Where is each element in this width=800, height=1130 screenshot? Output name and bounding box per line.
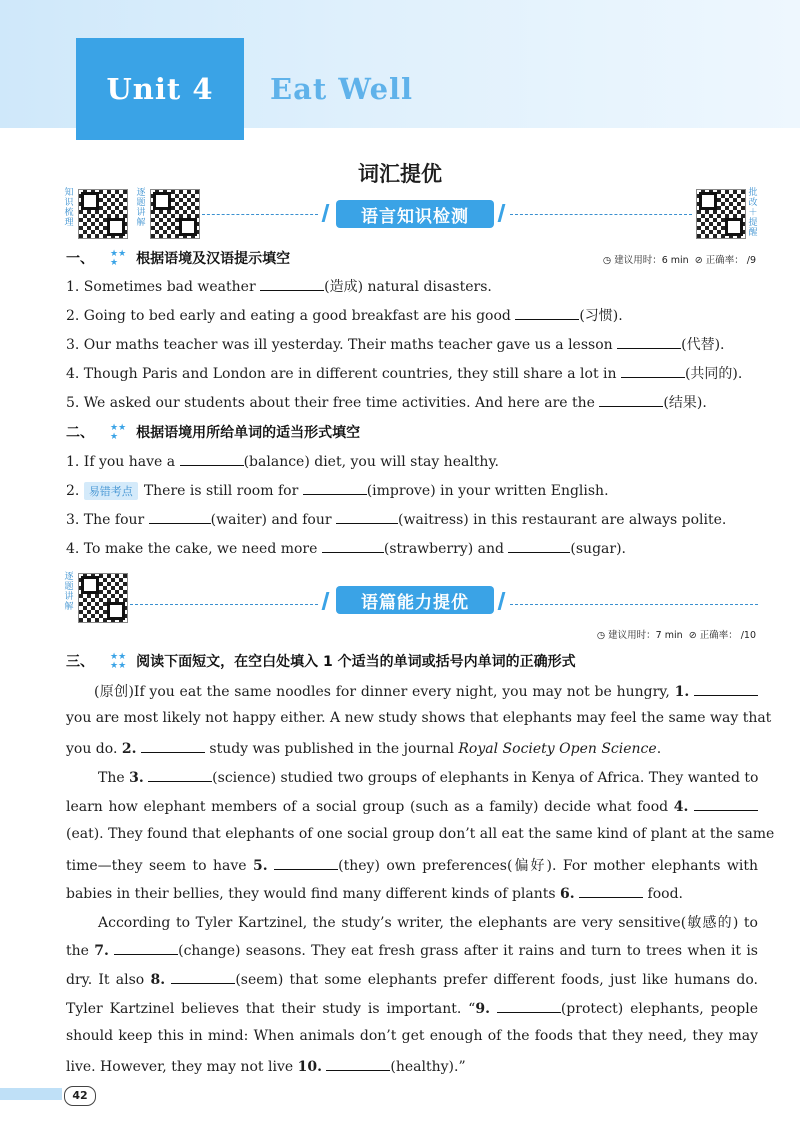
answer-blank[interactable] xyxy=(326,1057,390,1071)
qr-label-explain: 逐题讲解 xyxy=(136,188,146,228)
text-span: Royal Society Open Science xyxy=(458,741,657,757)
part1-item-2 xyxy=(66,305,623,325)
text-span: dry. It also xyxy=(66,972,151,988)
part3-accuracy: 正确率： /10 xyxy=(699,630,756,641)
part1-num: 一、 xyxy=(66,251,94,267)
banner-deco xyxy=(498,204,506,222)
passage-line-6 xyxy=(66,826,775,842)
text-span: you do. xyxy=(66,741,122,757)
text-span: 4. xyxy=(66,541,80,557)
answer-blank[interactable] xyxy=(694,797,758,811)
answer-blank[interactable] xyxy=(171,970,235,984)
text-span: 7. xyxy=(94,943,109,959)
error-prone-tag: 易错考点 xyxy=(84,482,138,500)
text-span: 1. xyxy=(66,279,80,295)
part3-title: 阅读下面短文，在空白处填入 1 个适当的单词或括号内单词的正确形式 xyxy=(136,654,576,670)
clock-icon: ◷ xyxy=(602,255,612,266)
divider-dash xyxy=(130,604,318,605)
passage-line-14 xyxy=(66,1057,758,1075)
text-span: (造成) natural disasters. xyxy=(324,279,492,295)
check-icon: ⊘ xyxy=(694,255,703,266)
text-span: Our maths teacher was ill yesterday. Their maths teacher gave us a lesson xyxy=(79,337,618,353)
text-span: 1. xyxy=(674,684,690,700)
qr-code-explain[interactable] xyxy=(150,189,200,239)
text-span: (waitress) in this restaurant are always polite. xyxy=(398,512,727,528)
part1-item-4 xyxy=(66,363,742,383)
text-span: 5. xyxy=(253,858,268,874)
section-title: 词汇提优 xyxy=(358,162,442,186)
passage-line-7 xyxy=(66,855,758,875)
qr-label-explain-2: 逐题讲解 xyxy=(64,572,74,612)
part1-item-1 xyxy=(66,276,492,296)
answer-blank[interactable] xyxy=(274,856,338,870)
text-span: (习惯). xyxy=(579,308,623,324)
part2-item-3 xyxy=(66,510,726,528)
part2-title: 根据语境用所给单词的适当形式填空 xyxy=(136,425,361,441)
unit-label: Unit 4 xyxy=(106,72,214,106)
passage-line-5 xyxy=(66,797,758,815)
answer-blank[interactable] xyxy=(303,481,367,495)
part2-item-1 xyxy=(66,452,499,470)
text-span: We asked our students about their free time activities. And here are the xyxy=(79,395,600,411)
part3-timer xyxy=(597,627,756,641)
answer-blank[interactable] xyxy=(617,335,681,349)
check-icon: ⊘ xyxy=(688,630,697,641)
passage-line-8 xyxy=(66,884,758,902)
text-span: If you have a xyxy=(79,454,180,470)
text-span: (strawberry) and xyxy=(383,541,509,557)
text-span: 2. xyxy=(66,308,80,324)
text-span: 2. xyxy=(66,483,80,499)
passage-line-4 xyxy=(66,768,758,786)
text-span: (science) studied two groups of elephants in Kenya of Africa. They wanted to xyxy=(212,770,759,786)
text-span: (原创)If you eat the same noodles for dinner every night, you may not be hungry, xyxy=(94,684,675,700)
part2-item-2 xyxy=(66,481,609,500)
answer-blank[interactable] xyxy=(141,739,205,753)
text-span: (共同的). xyxy=(684,366,743,382)
text-span: 9. xyxy=(475,1001,490,1017)
text-span: . xyxy=(656,741,662,757)
text-span: babies in their bellies, they would find many different kinds of plants xyxy=(66,886,561,902)
text-span: Though Paris and London are in different countries, they still share a lot in xyxy=(79,366,621,382)
unit-tab xyxy=(76,38,244,140)
part1-item-5 xyxy=(66,392,707,412)
text-span: (sugar). xyxy=(570,541,626,557)
answer-blank[interactable] xyxy=(599,393,663,407)
part1-time: 建议用时：6 min xyxy=(614,255,689,266)
text-span: 3. xyxy=(66,512,80,528)
text-span: (balance) diet, you will stay healthy. xyxy=(243,454,499,470)
part1-timer xyxy=(603,252,756,266)
text-span: 4. xyxy=(673,799,689,815)
banner-deco xyxy=(322,204,330,222)
page-number-bar xyxy=(0,1088,62,1100)
passage-line-10 xyxy=(66,941,758,959)
text-span: 4. xyxy=(66,366,80,382)
text-span: you are most likely not happy either. A new study shows that elephants may feel the same way that xyxy=(66,710,772,726)
part3-heading xyxy=(66,651,576,671)
clock-icon: ◷ xyxy=(596,630,606,641)
text-span: Tyler Kartzinel believes that their study is important. “ xyxy=(66,1001,476,1017)
answer-blank[interactable] xyxy=(322,539,384,553)
text-span: live. However, they may not live xyxy=(66,1059,298,1075)
qr-code-knowledge[interactable] xyxy=(78,189,128,239)
answer-blank[interactable] xyxy=(508,539,570,553)
passage-line-9 xyxy=(66,912,758,932)
answer-blank[interactable] xyxy=(148,768,212,782)
text-span: food. xyxy=(643,886,684,902)
text-span: To make the cake, we need more xyxy=(79,541,322,557)
page-number: 42 xyxy=(64,1086,96,1106)
divider-dash xyxy=(510,604,758,605)
banner-deco xyxy=(498,592,506,610)
qr-code-explain-2[interactable] xyxy=(78,573,128,623)
text-span: the xyxy=(66,943,95,959)
difficulty-stars-icon: ★★ ★★ xyxy=(110,652,127,671)
text-span: 5. xyxy=(66,395,80,411)
part3-time: 建议用时：7 min xyxy=(608,630,683,641)
text-span: 10. xyxy=(297,1059,322,1075)
part2-item-4 xyxy=(66,539,626,557)
part2-num: 二、 xyxy=(66,425,94,441)
text-span: (improve) in your written English. xyxy=(366,483,609,499)
qr-label-correct: 批改＋提醒 xyxy=(748,188,758,238)
text-span: Going to bed early and eating a good breakfast are his good xyxy=(79,308,516,324)
banner-discourse: 语篇能力提优 xyxy=(336,586,494,614)
answer-blank[interactable] xyxy=(180,452,244,466)
text-span: time—they seem to have xyxy=(66,858,254,874)
text-span: (protect) elephants, people xyxy=(560,1001,759,1017)
qr-code-correct[interactable] xyxy=(696,189,746,239)
banner-language-check: 语言知识检测 xyxy=(336,200,494,228)
answer-blank[interactable] xyxy=(515,306,579,320)
answer-blank[interactable] xyxy=(149,510,211,524)
part1-accuracy: 正确率： /9 xyxy=(705,255,756,266)
text-span: The xyxy=(98,770,130,786)
passage-line-3 xyxy=(66,739,758,757)
text-span: There is still room for xyxy=(143,483,303,499)
text-span: (eat). They found that elephants of one social group don’t all eat the same kind of plant at the same xyxy=(66,826,775,842)
text-span: 2. xyxy=(121,741,137,757)
divider-dash xyxy=(510,214,692,215)
qr-label-knowledge: 知识梳理 xyxy=(64,188,74,228)
answer-blank[interactable] xyxy=(579,884,643,898)
text-span: should keep this in mind: When animals don’t get enough of the foods that they need, they may xyxy=(66,1028,758,1044)
answer-blank[interactable] xyxy=(694,682,758,696)
text-span: study was published in the journal xyxy=(204,741,459,757)
text-span: According to Tyler Kartzinel, the study’s writer, the elephants are very sensitive(敏感的) to xyxy=(98,915,758,931)
banner-deco xyxy=(322,592,330,610)
text-span: (healthy).” xyxy=(390,1059,466,1075)
text-span: (seem) that some elephants prefer different foods, just like humans do. xyxy=(235,972,758,988)
text-span: 3. xyxy=(129,770,144,786)
text-span: 6. xyxy=(560,886,575,902)
passage-line-13 xyxy=(66,1028,758,1044)
unit-title: Eat Well xyxy=(270,72,414,106)
text-span: (代替). xyxy=(681,337,725,353)
passage-line-1 xyxy=(66,681,758,701)
text-span: learn how elephant members of a social group (such as a family) decide what food xyxy=(66,799,674,815)
text-span: 8. xyxy=(150,972,166,988)
part1-item-3 xyxy=(66,334,724,354)
text-span: (they) own preferences(偏好). For mother elephants with xyxy=(338,858,758,874)
text-span: (waiter) and four xyxy=(210,512,337,528)
text-span: Sometimes bad weather xyxy=(79,279,261,295)
text-span: (change) seasons. They eat fresh grass after it rains and turn to trees when it is xyxy=(178,943,758,959)
answer-blank[interactable] xyxy=(336,510,398,524)
part1-heading xyxy=(66,248,290,268)
passage-line-11 xyxy=(66,970,758,988)
part2-heading xyxy=(66,422,360,442)
part3-num: 三、 xyxy=(66,654,94,670)
text-span: The four xyxy=(79,512,149,528)
text-span: 1. xyxy=(66,454,80,470)
answer-blank[interactable] xyxy=(621,364,685,378)
passage-line-12 xyxy=(66,999,758,1017)
divider-dash xyxy=(202,214,318,215)
difficulty-stars-icon: ★★ ★ xyxy=(110,423,127,442)
answer-blank[interactable] xyxy=(114,941,178,955)
difficulty-stars-icon: ★★ ★ xyxy=(110,249,127,268)
answer-blank[interactable] xyxy=(260,277,324,291)
answer-blank[interactable] xyxy=(497,999,561,1013)
text-span: 3. xyxy=(66,337,80,353)
part1-title: 根据语境及汉语提示填空 xyxy=(136,251,291,267)
text-span: (结果). xyxy=(663,395,707,411)
passage-line-2 xyxy=(66,710,772,726)
